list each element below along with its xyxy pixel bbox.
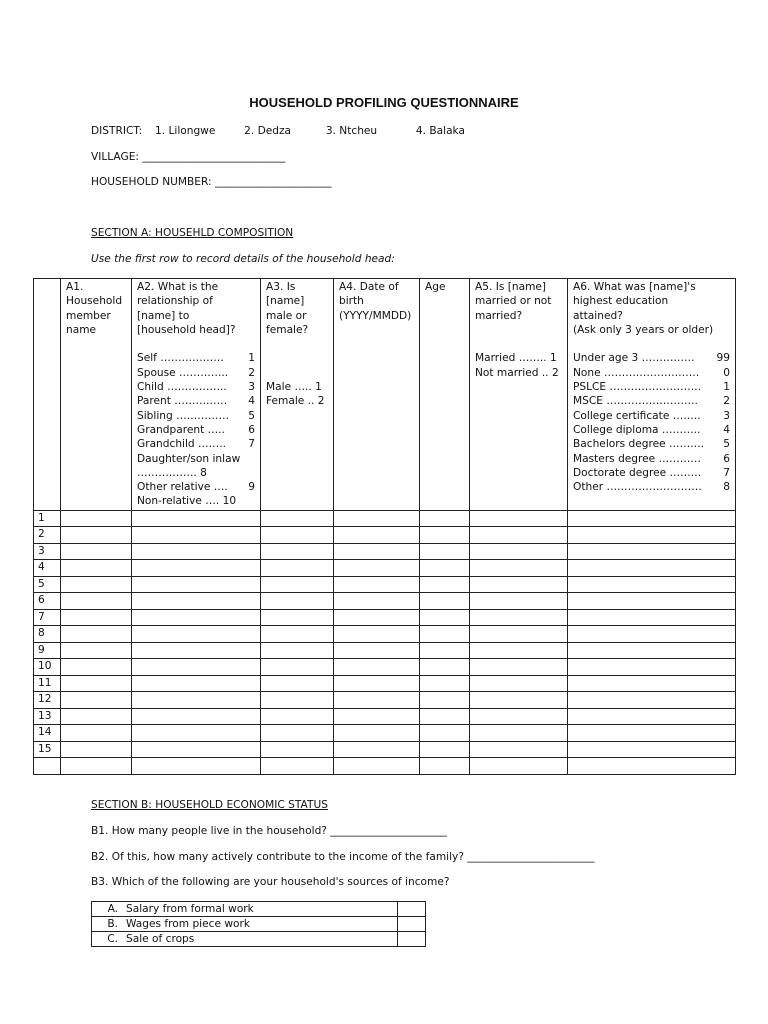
member-name-cell[interactable] bbox=[61, 543, 132, 560]
a1-header-line: Household bbox=[66, 295, 123, 308]
member-name-cell[interactable] bbox=[61, 626, 132, 643]
a2-option: Daughter/son inlaw bbox=[137, 452, 241, 465]
dob-cell[interactable] bbox=[334, 675, 420, 692]
row-number: 1 bbox=[34, 510, 61, 527]
marital-status-cell[interactable] bbox=[470, 527, 568, 544]
table-row bbox=[34, 758, 736, 775]
dob-cell[interactable] bbox=[334, 543, 420, 560]
a6-option: Under age 3 …………… 99 bbox=[573, 352, 730, 365]
row-number: 11 bbox=[34, 675, 61, 692]
relationship-cell[interactable] bbox=[132, 675, 261, 692]
member-name-cell[interactable] bbox=[61, 675, 132, 692]
a2-option: Sibling …………… 5 bbox=[137, 409, 255, 422]
age-cell[interactable] bbox=[420, 642, 470, 659]
dob-cell[interactable] bbox=[334, 560, 420, 577]
a2-option: Self ……………… 1 bbox=[137, 352, 255, 365]
age-cell[interactable] bbox=[420, 692, 470, 709]
a2-option: …………….. 8 bbox=[137, 466, 207, 479]
sex-cell[interactable] bbox=[261, 692, 334, 709]
section-a-heading: SECTION A: HOUSEHLD COMPOSITION bbox=[91, 227, 294, 239]
dob-cell[interactable] bbox=[334, 642, 420, 659]
section-a-instruction: Use the first row to record details of the household head: bbox=[91, 253, 395, 265]
member-name-cell[interactable] bbox=[61, 708, 132, 725]
marital-status-cell[interactable] bbox=[470, 510, 568, 527]
a2-header-line: [household head]? bbox=[137, 323, 236, 336]
age-cell[interactable] bbox=[420, 543, 470, 560]
member-name-cell[interactable] bbox=[61, 758, 132, 775]
age-cell[interactable] bbox=[420, 510, 470, 527]
district-option-dedza: 2. Dedza bbox=[244, 125, 292, 137]
education-cell[interactable] bbox=[568, 708, 736, 725]
sex-cell[interactable] bbox=[261, 642, 334, 659]
dob-cell[interactable] bbox=[334, 593, 420, 610]
household-number-field: HOUSEHOLD NUMBER: ______________________ bbox=[91, 176, 332, 188]
table-header-row bbox=[34, 279, 736, 511]
section-b-heading: SECTION B: HOUSEHOLD ECONOMIC STATUS bbox=[91, 799, 328, 811]
marital-status-cell[interactable] bbox=[470, 560, 568, 577]
a1-header bbox=[61, 279, 132, 511]
member-name-cell[interactable] bbox=[61, 692, 132, 709]
dob-cell[interactable] bbox=[334, 725, 420, 742]
row-number: 6 bbox=[34, 593, 61, 610]
a5-option: Not married .. 2 bbox=[475, 366, 559, 379]
dob-cell[interactable] bbox=[334, 741, 420, 758]
education-cell[interactable] bbox=[568, 543, 736, 560]
a4-header-line: birth bbox=[339, 295, 364, 308]
a6-header bbox=[568, 279, 736, 511]
table-row bbox=[34, 510, 736, 527]
a2-option: Grandchild …….. 7 bbox=[137, 438, 255, 451]
income-source-label bbox=[92, 932, 398, 947]
sex-cell[interactable] bbox=[261, 741, 334, 758]
a6-option: College certificate …….. 3 bbox=[573, 409, 730, 422]
a6-option: None ……………………… 0 bbox=[573, 366, 730, 379]
row-number: 3 bbox=[34, 543, 61, 560]
row-number: 8 bbox=[34, 626, 61, 643]
relationship-cell[interactable] bbox=[132, 543, 261, 560]
row-number: 13 bbox=[34, 708, 61, 725]
dob-cell[interactable] bbox=[334, 609, 420, 626]
a2-header bbox=[132, 279, 261, 511]
a2-option: Other relative …. 9 bbox=[137, 481, 255, 494]
marital-status-cell[interactable] bbox=[470, 609, 568, 626]
education-cell[interactable] bbox=[568, 609, 736, 626]
age-cell[interactable] bbox=[420, 593, 470, 610]
marital-status-cell[interactable] bbox=[470, 692, 568, 709]
income-source-text: Wages from piece work bbox=[126, 918, 250, 930]
marital-status-cell[interactable] bbox=[470, 593, 568, 610]
marital-status-cell[interactable] bbox=[470, 725, 568, 742]
relationship-cell[interactable] bbox=[132, 692, 261, 709]
income-source-checkbox[interactable] bbox=[398, 902, 426, 917]
table-row bbox=[34, 560, 736, 577]
sex-cell[interactable] bbox=[261, 560, 334, 577]
relationship-cell[interactable] bbox=[132, 626, 261, 643]
marital-status-cell[interactable] bbox=[470, 675, 568, 692]
table-row bbox=[34, 692, 736, 709]
income-source-label bbox=[92, 917, 398, 932]
b1-question: B1. How many people live in the household? ______________________ bbox=[91, 825, 447, 837]
row-number: 2 bbox=[34, 527, 61, 544]
income-source-text: Salary from formal work bbox=[126, 903, 254, 915]
row-number: 7 bbox=[34, 609, 61, 626]
row-number: 14 bbox=[34, 725, 61, 742]
table-row bbox=[34, 642, 736, 659]
a6-option: College diploma ……….. 4 bbox=[573, 423, 730, 436]
dob-cell[interactable] bbox=[334, 758, 420, 775]
education-cell[interactable] bbox=[568, 741, 736, 758]
a2-header-line: [name] to bbox=[137, 309, 190, 322]
relationship-cell[interactable] bbox=[132, 725, 261, 742]
a3-header-line: male or bbox=[266, 309, 307, 322]
relationship-cell[interactable] bbox=[132, 576, 261, 593]
a3-option: Female .. 2 bbox=[266, 395, 325, 408]
a6-option: Doctorate degree ……… 7 bbox=[573, 466, 730, 479]
table-row bbox=[34, 659, 736, 676]
income-source-text: Sale of crops bbox=[126, 933, 195, 945]
a1-header-line: name bbox=[66, 323, 97, 336]
district-option-ntcheu: 3. Ntcheu bbox=[325, 125, 378, 137]
b2-question: B2. Of this, how many actively contribute to the income of the family? ________________________ bbox=[91, 851, 595, 863]
a6-option: Bachelors degree ………. 5 bbox=[573, 438, 730, 451]
education-cell[interactable] bbox=[568, 692, 736, 709]
district-option-balaka: 4. Balaka bbox=[415, 125, 466, 137]
education-cell[interactable] bbox=[568, 642, 736, 659]
marital-status-cell[interactable] bbox=[470, 708, 568, 725]
a3-header-line: A3. Is bbox=[266, 281, 296, 293]
income-source-letter: B. bbox=[107, 918, 118, 930]
a1-header-line: member bbox=[66, 309, 111, 322]
age-cell[interactable] bbox=[420, 527, 470, 544]
member-name-cell[interactable] bbox=[61, 560, 132, 577]
a5-option: Married …….. 1 bbox=[475, 352, 557, 365]
table-row bbox=[34, 527, 736, 544]
district-line bbox=[91, 125, 465, 137]
income-source-checkbox[interactable] bbox=[398, 932, 426, 947]
sex-cell[interactable] bbox=[261, 675, 334, 692]
dob-cell[interactable] bbox=[334, 659, 420, 676]
income-source-label bbox=[92, 902, 398, 917]
a6-option: MSCE …………………….. 2 bbox=[573, 395, 730, 408]
sex-cell[interactable] bbox=[261, 708, 334, 725]
a6-option: Masters degree ………… 6 bbox=[573, 452, 730, 465]
table-row bbox=[34, 626, 736, 643]
education-cell[interactable] bbox=[568, 758, 736, 775]
sex-cell[interactable] bbox=[261, 659, 334, 676]
table-row bbox=[34, 741, 736, 758]
relationship-cell[interactable] bbox=[132, 708, 261, 725]
a6-header-line: A6. What was [name]'s bbox=[573, 281, 696, 293]
row-number: 5 bbox=[34, 576, 61, 593]
row-number: 12 bbox=[34, 692, 61, 709]
age-cell[interactable] bbox=[420, 708, 470, 725]
a5-header-line: married or not bbox=[475, 295, 552, 308]
district-option-lilongwe: 1. Lilongwe bbox=[155, 125, 216, 137]
table-row bbox=[34, 675, 736, 692]
age-cell[interactable] bbox=[420, 741, 470, 758]
a2-option: Parent …………… 4 bbox=[137, 395, 255, 408]
sex-cell[interactable] bbox=[261, 593, 334, 610]
dob-cell[interactable] bbox=[334, 708, 420, 725]
sex-cell[interactable] bbox=[261, 626, 334, 643]
b3-question: B3. Which of the following are your household's sources of income? bbox=[91, 876, 450, 888]
household-composition-table bbox=[33, 278, 736, 775]
sex-cell[interactable] bbox=[261, 576, 334, 593]
member-name-cell[interactable] bbox=[61, 510, 132, 527]
relationship-cell[interactable] bbox=[132, 741, 261, 758]
income-source-row bbox=[92, 917, 426, 932]
table-row bbox=[34, 725, 736, 742]
member-name-cell[interactable] bbox=[61, 725, 132, 742]
dob-cell[interactable] bbox=[334, 692, 420, 709]
a5-header bbox=[470, 279, 568, 511]
a4-header bbox=[334, 279, 420, 511]
member-name-cell[interactable] bbox=[61, 741, 132, 758]
education-cell[interactable] bbox=[568, 675, 736, 692]
dob-cell[interactable] bbox=[334, 626, 420, 643]
table-row bbox=[34, 543, 736, 560]
a3-header-line: [name] bbox=[266, 295, 305, 308]
income-source-checkbox[interactable] bbox=[398, 917, 426, 932]
table-row bbox=[34, 576, 736, 593]
member-name-cell[interactable] bbox=[61, 527, 132, 544]
income-source-letter: A. bbox=[107, 903, 118, 915]
a2-option: Grandparent ….. 6 bbox=[137, 423, 255, 436]
a1-header-line: A1. bbox=[66, 281, 84, 293]
page-title: HOUSEHOLD PROFILING QUESTIONNAIRE bbox=[249, 95, 519, 110]
a6-header-line: highest education bbox=[573, 295, 669, 308]
dob-cell[interactable] bbox=[334, 527, 420, 544]
education-cell[interactable] bbox=[568, 510, 736, 527]
row-number: 9 bbox=[34, 642, 61, 659]
age-header: Age bbox=[420, 279, 470, 511]
a3-option: Male ….. 1 bbox=[266, 381, 322, 394]
dob-cell[interactable] bbox=[334, 576, 420, 593]
table-row bbox=[34, 609, 736, 626]
marital-status-cell[interactable] bbox=[470, 642, 568, 659]
age-cell[interactable] bbox=[420, 560, 470, 577]
row-number: 10 bbox=[34, 659, 61, 676]
relationship-cell[interactable] bbox=[132, 560, 261, 577]
a2-option: Spouse ………….. 2 bbox=[137, 366, 255, 379]
table-row bbox=[34, 593, 736, 610]
marital-status-cell[interactable] bbox=[470, 741, 568, 758]
row-number: 15 bbox=[34, 741, 61, 758]
row-number: 4 bbox=[34, 560, 61, 577]
member-name-cell[interactable] bbox=[61, 609, 132, 626]
member-name-cell[interactable] bbox=[61, 576, 132, 593]
sex-cell[interactable] bbox=[261, 527, 334, 544]
age-cell[interactable] bbox=[420, 675, 470, 692]
education-cell[interactable] bbox=[568, 576, 736, 593]
relationship-cell[interactable] bbox=[132, 642, 261, 659]
income-source-letter: C. bbox=[107, 933, 118, 945]
sex-cell[interactable] bbox=[261, 510, 334, 527]
marital-status-cell[interactable] bbox=[470, 626, 568, 643]
member-name-cell[interactable] bbox=[61, 593, 132, 610]
row-number-header bbox=[34, 279, 61, 511]
a2-header-line: A2. What is the bbox=[137, 281, 219, 293]
table-row bbox=[34, 708, 736, 725]
a2-header-line: relationship of bbox=[137, 295, 213, 308]
district-label: DISTRICT: bbox=[91, 125, 143, 137]
a6-option: PSLCE …………………….. 1 bbox=[573, 381, 730, 394]
sex-cell[interactable] bbox=[261, 609, 334, 626]
relationship-cell[interactable] bbox=[132, 609, 261, 626]
age-cell[interactable] bbox=[420, 626, 470, 643]
age-cell[interactable] bbox=[420, 758, 470, 775]
education-cell[interactable] bbox=[568, 725, 736, 742]
education-cell[interactable] bbox=[568, 560, 736, 577]
education-cell[interactable] bbox=[568, 527, 736, 544]
education-cell[interactable] bbox=[568, 626, 736, 643]
member-name-cell[interactable] bbox=[61, 642, 132, 659]
relationship-cell[interactable] bbox=[132, 510, 261, 527]
age-cell[interactable] bbox=[420, 659, 470, 676]
age-cell[interactable] bbox=[420, 576, 470, 593]
income-source-row bbox=[92, 932, 426, 947]
a6-header-line: attained? bbox=[573, 309, 623, 322]
village-field: VILLAGE: ___________________________ bbox=[91, 151, 286, 163]
a3-header bbox=[261, 279, 334, 511]
marital-status-cell[interactable] bbox=[470, 659, 568, 676]
sex-cell[interactable] bbox=[261, 758, 334, 775]
a6-option: Other ……………………… 8 bbox=[573, 481, 730, 494]
a6-header-line: (Ask only 3 years or older) bbox=[573, 323, 714, 336]
education-cell[interactable] bbox=[568, 593, 736, 610]
marital-status-cell[interactable] bbox=[470, 758, 568, 775]
a5-header-line: married? bbox=[475, 309, 523, 322]
a3-header-line: female? bbox=[266, 323, 309, 336]
marital-status-cell[interactable] bbox=[470, 543, 568, 560]
member-name-cell[interactable] bbox=[61, 659, 132, 676]
a4-header-line: (YYYY/MMDD) bbox=[339, 309, 412, 322]
income-sources-table bbox=[91, 901, 426, 947]
relationship-cell[interactable] bbox=[132, 659, 261, 676]
row-number bbox=[34, 758, 61, 775]
a5-header-line: A5. Is [name] bbox=[475, 281, 547, 293]
education-cell[interactable] bbox=[568, 659, 736, 676]
relationship-cell[interactable] bbox=[132, 593, 261, 610]
sex-cell[interactable] bbox=[261, 725, 334, 742]
age-cell[interactable] bbox=[420, 725, 470, 742]
relationship-cell[interactable] bbox=[132, 527, 261, 544]
relationship-cell[interactable] bbox=[132, 758, 261, 775]
a4-header-line: A4. Date of bbox=[339, 281, 399, 293]
age-cell[interactable] bbox=[420, 609, 470, 626]
dob-cell[interactable] bbox=[334, 510, 420, 527]
income-source-row bbox=[92, 902, 426, 917]
a2-option: Non-relative …. 10 bbox=[137, 495, 237, 508]
a2-option: Child …………….. 3 bbox=[137, 381, 255, 394]
marital-status-cell[interactable] bbox=[470, 576, 568, 593]
sex-cell[interactable] bbox=[261, 543, 334, 560]
